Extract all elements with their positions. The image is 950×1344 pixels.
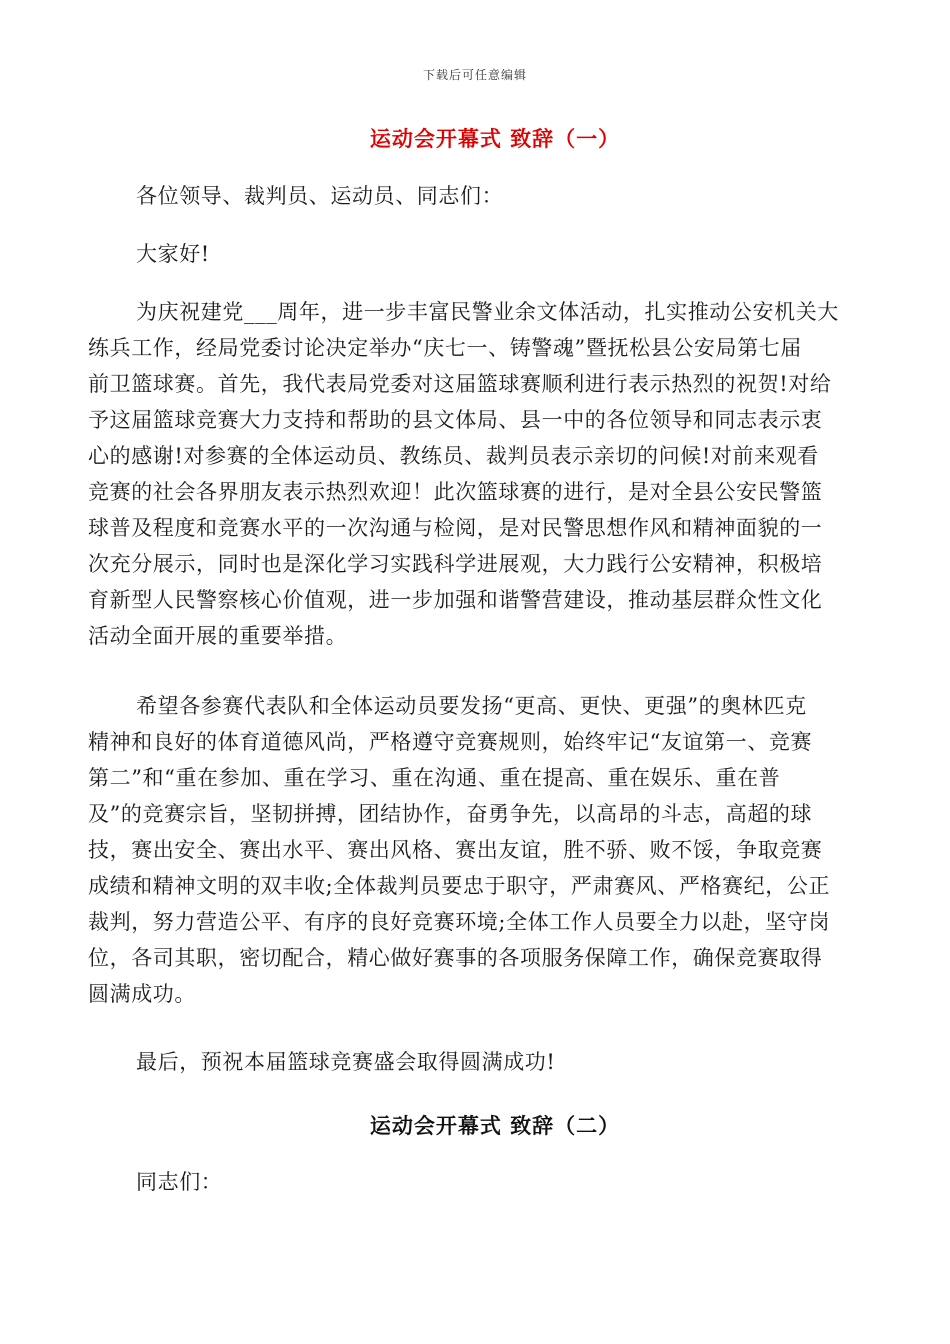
paragraph-two-line: 精神和良好的体育道德风尚，严格遵守竞赛规则，始终牢记“友谊第一、竞赛 <box>88 730 813 754</box>
paragraph-two-line: 及”的竞赛宗旨，坚韧拼搏，团结协作，奋勇争先，以高昂的斗志，高超的球 <box>88 802 813 826</box>
paragraph-one-line: 竞赛的社会各界朋友表示热烈欢迎！此次篮球赛的进行，是对全县公安民警篮 <box>88 480 823 504</box>
paragraph-two-line: 希望各参赛代表队和全体运动员要发扬“更高、更快、更强”的奥林匹克 <box>136 694 807 718</box>
paragraph-one-line: 前卫篮球赛。首先，我代表局党委对这届篮球赛顺利进行表示热烈的祝贺!对给 <box>88 372 832 396</box>
paragraph-two-line: 第二”和“重在参加、重在学习、重在沟通、重在提高、重在娱乐、重在普 <box>88 766 781 790</box>
paragraph-one-line: 心的感谢!对参赛的全体运动员、教练员、裁判员表示亲切的问候!对前来观看 <box>88 444 819 468</box>
paragraph-two-line: 裁判，努力营造公平、有序的良好竞赛环境;全体工作人员要全力以赴，坚守岗 <box>88 910 831 934</box>
paragraph-one-line: 育新型人民警察核心价值观，进一步加强和谐警营建设，推动基层群众性文化 <box>88 588 823 612</box>
paragraph-one-line: 练兵工作，经局党委讨论决定举办“庆七一、铸警魂”暨抚松县公安局第七届 <box>88 336 802 360</box>
paragraph-two-line: 圆满成功。 <box>88 982 196 1006</box>
header-note: 下载后可任意编辑 <box>422 68 527 82</box>
salutation-two: 同志们： <box>136 1170 223 1194</box>
title-two: 运动会开幕式 致辞（二） <box>369 1113 621 1138</box>
paragraph-one-line: 球普及程度和竞赛水平的一次沟通与检阅，是对民警思想作风和精神面貌的一 <box>88 516 823 540</box>
salutation: 各位领导、裁判员、运动员、同志们： <box>136 184 504 208</box>
paragraph-one-line: 为庆祝建党___周年，进一步丰富民警业余文体活动，扎实推动公安机关大 <box>136 300 839 324</box>
paragraph-two-line: 技，赛出安全、赛出水平、赛出风格、赛出友谊，胜不骄、败不馁，争取竞赛 <box>88 838 823 862</box>
paragraph-one-line: 活动全面开展的重要举措。 <box>88 624 348 648</box>
paragraph-one-line: 次充分展示，同时也是深化学习实践科学进展观，大力践行公安精神，积极培 <box>88 552 823 576</box>
paragraph-two-line: 位，各司其职，密切配合，精心做好赛事的各项服务保障工作，确保竞赛取得 <box>88 946 823 970</box>
paragraph-one-line: 予这届篮球竞赛大力支持和帮助的县文体局、县一中的各位领导和同志表示衷 <box>88 408 823 432</box>
paragraph-two-line: 成绩和精神文明的双丰收;全体裁判员要忠于职守，严肃赛风、严格赛纪，公正 <box>88 874 831 898</box>
closing-line: 最后，预祝本届篮球竞赛盛会取得圆满成功! <box>136 1050 556 1074</box>
title-one: 运动会开幕式 致辞（一） <box>369 126 621 151</box>
greeting: 大家好! <box>136 242 210 266</box>
